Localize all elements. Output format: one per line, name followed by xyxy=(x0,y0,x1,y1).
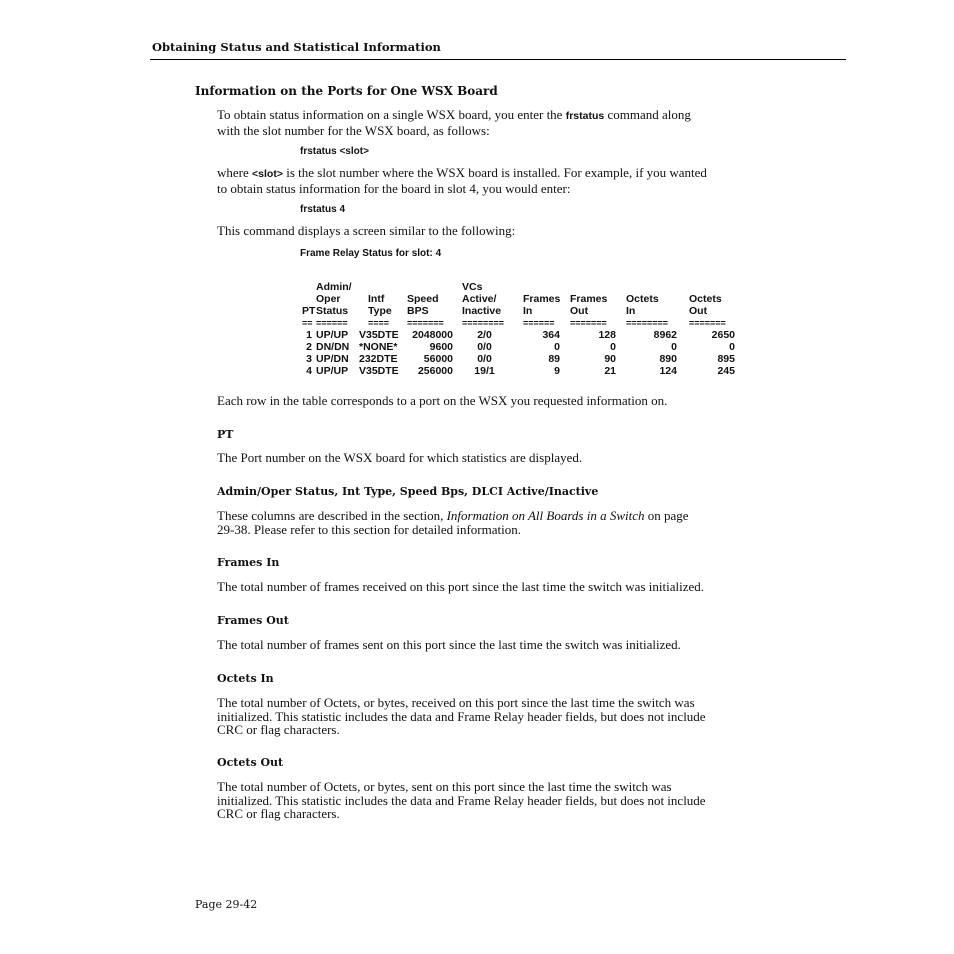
cell-octets-out: 245 xyxy=(717,365,735,377)
separator-status: ====== xyxy=(316,318,348,328)
cell-frames-out: 90 xyxy=(604,353,616,365)
cell-frames-in: 89 xyxy=(548,353,560,365)
separator-vcs: ======== xyxy=(462,318,505,328)
cell-intf: *NONE* xyxy=(359,341,398,353)
cell-status: UP/UP xyxy=(316,365,349,377)
page-number: Page 29-42 xyxy=(195,898,258,911)
cell-speed: 2048000 xyxy=(412,329,453,341)
header-status-3: Status xyxy=(316,305,349,317)
screen-title: Frame Relay Status for slot: 4 xyxy=(300,248,442,259)
intro-text-2: command along xyxy=(607,107,691,122)
desc-admin-line2: 29-38. Please refer to this section for detailed information. xyxy=(217,521,521,537)
intro-text-1: To obtain status information on a single WSX board, you enter the xyxy=(217,107,563,122)
header-octin-2: Octets xyxy=(626,293,659,305)
cell-octets-in: 124 xyxy=(659,365,677,377)
cell-pt: 1 xyxy=(306,329,312,341)
term-octets-in: Octets In xyxy=(217,672,274,685)
desc-octets-out-3: CRC or flag characters. xyxy=(217,806,340,821)
intro-text-line2: with the slot number for the WSX board, as follows: xyxy=(217,122,490,138)
cell-frames-out: 128 xyxy=(598,329,616,341)
header-intf-2: Intf xyxy=(368,293,385,305)
displays-text: This command displays a screen similar to the following: xyxy=(217,223,516,238)
status-table xyxy=(300,281,750,381)
separator-octin: ======== xyxy=(626,318,669,328)
cell-frames-out: 21 xyxy=(604,365,616,377)
cell-pt: 3 xyxy=(306,353,312,365)
cell-speed: 9600 xyxy=(429,341,453,353)
desc-octets-out-1: The total number of Octets, or bytes, sent on this port since the last time the switch was xyxy=(217,779,672,794)
intro-paragraph xyxy=(217,108,762,137)
header-frin-2: Frames xyxy=(523,293,561,305)
separator-octout: ======= xyxy=(689,318,726,328)
cell-frames-out: 0 xyxy=(610,341,616,353)
desc-octets-in-2: initialized. This statistic includes the data and Frame Relay header fields, but does not include xyxy=(217,708,706,724)
cell-status: UP/UP xyxy=(316,329,349,341)
header-rule xyxy=(150,59,846,60)
where-text-line2: to obtain status information for the board in slot 4, you would enter: xyxy=(217,180,571,196)
cell-frames-in: 0 xyxy=(554,341,560,353)
separator-pt: == xyxy=(302,318,313,328)
desc-octets-in-3: CRC or flag characters. xyxy=(217,722,340,737)
desc-octets-out-2: initialized. This statistic includes the data and Frame Relay header fields, but does not include xyxy=(217,792,706,808)
header-octout-2: Octets xyxy=(689,293,722,305)
cell-pt: 4 xyxy=(306,365,312,377)
cell-speed: 56000 xyxy=(423,353,453,365)
cell-intf: V35DTE xyxy=(359,329,399,341)
desc-octets-in xyxy=(217,696,777,737)
header-frin-3: In xyxy=(523,305,533,317)
header-frout-2: Frames xyxy=(570,293,608,305)
where-text-1: where xyxy=(217,165,249,180)
separator-frout: ======= xyxy=(570,318,607,328)
cell-pt: 2 xyxy=(306,341,312,353)
cell-intf: V35DTE xyxy=(359,365,399,377)
command-syntax: frstatus <slot> xyxy=(300,146,369,157)
header-speed-2: Speed xyxy=(407,293,439,305)
header-vcs-3: Inactive xyxy=(462,305,502,317)
cell-status: DN/DN xyxy=(316,341,350,353)
cell-speed: 256000 xyxy=(417,365,453,377)
desc-frames-out: The total number of frames sent on this port since the last time the switch was initialized. xyxy=(217,637,681,652)
section-title: Information on the Ports for One WSX Board xyxy=(195,84,498,98)
where-paragraph xyxy=(217,166,777,195)
header-pt-3: PT xyxy=(302,305,316,317)
cell-vcs: 2/0 xyxy=(477,329,492,341)
separator-intf: ==== xyxy=(368,318,390,328)
desc-admin-1: These columns are described in the section, xyxy=(217,508,444,523)
cell-octets-out: 0 xyxy=(729,341,735,353)
desc-octets-in-1: The total number of Octets, or bytes, received on this port since the last time the switch was xyxy=(217,695,695,710)
term-octets-out: Octets Out xyxy=(217,756,284,769)
cell-intf: 232DTE xyxy=(359,353,398,365)
cell-status: UP/DN xyxy=(316,353,349,365)
header-speed-3: BPS xyxy=(407,305,429,317)
header-status-1: Admin/ xyxy=(316,281,352,293)
desc-admin-2: on page xyxy=(647,508,689,523)
cell-octets-out: 895 xyxy=(717,353,735,365)
header-vcs-2: Active/ xyxy=(462,293,497,305)
cell-octets-in: 8962 xyxy=(653,329,677,341)
where-command: <slot> xyxy=(252,168,283,180)
term-frames-out: Frames Out xyxy=(217,614,289,627)
desc-admin xyxy=(217,509,762,536)
cell-octets-in: 0 xyxy=(671,341,677,353)
cell-frames-in: 9 xyxy=(554,365,560,377)
term-admin: Admin/Oper Status, Int Type, Speed Bps, DLCI Active/Inactive xyxy=(217,485,599,498)
running-header: Obtaining Status and Statistical Information xyxy=(152,40,441,54)
command-example: frstatus 4 xyxy=(300,204,346,215)
separator-frin: ====== xyxy=(523,318,555,328)
cell-vcs: 19/1 xyxy=(474,365,495,377)
after-table-text: Each row in the table corresponds to a port on the WSX you requested information on. xyxy=(217,393,668,408)
header-vcs-1: VCs xyxy=(462,281,483,293)
cell-vcs: 0/0 xyxy=(477,353,492,365)
cell-octets-in: 890 xyxy=(659,353,677,365)
header-status-2: Oper xyxy=(316,293,341,305)
desc-frames-in: The total number of frames received on this port since the last time the switch was initialized. xyxy=(217,579,704,594)
term-frames-in: Frames In xyxy=(217,556,280,569)
cell-vcs: 0/0 xyxy=(477,341,492,353)
header-octout-3: Out xyxy=(689,305,708,317)
cell-frames-in: 364 xyxy=(542,329,560,341)
term-pt: PT xyxy=(217,428,234,441)
where-text-2: is the slot number where the WSX board is installed. For example, if you wanted xyxy=(286,165,707,180)
desc-admin-link: Information on All Boards in a Switch xyxy=(446,508,645,523)
header-octin-3: In xyxy=(626,305,636,317)
intro-command: frstatus xyxy=(565,110,605,122)
separator-speed: ======= xyxy=(407,318,444,328)
cell-octets-out: 2650 xyxy=(711,329,735,341)
header-intf-3: Type xyxy=(368,305,392,317)
header-frout-3: Out xyxy=(570,305,589,317)
desc-pt: The Port number on the WSX board for which statistics are displayed. xyxy=(217,450,583,465)
desc-octets-out xyxy=(217,780,777,821)
